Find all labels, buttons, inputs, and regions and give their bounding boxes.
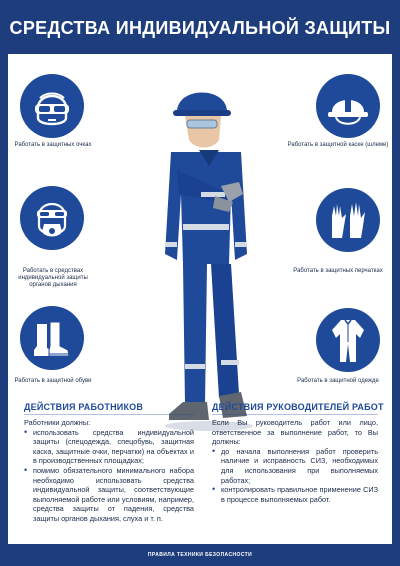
safety-boots-icon xyxy=(20,306,84,370)
content-panel xyxy=(8,54,392,544)
gloves-icon xyxy=(316,188,380,252)
workers-item: • использовать средства индивидуальной защиты (спецодежда, спецобувь, защитная каска, защитные очки, перчатки) на объектах и в производственных площадках; xyxy=(24,428,194,466)
workers-item: • помимо обязательного минимального набора необходимо использовать средства индивидуальной защиты, соответствующие выполняемой работе или условиям, например, средства защиты от падения, средства защиты органов дыхания, слуха и т. п. xyxy=(24,466,194,524)
safety-goggles-icon xyxy=(20,74,84,138)
workers-list xyxy=(24,428,194,524)
workers-text xyxy=(24,418,194,524)
managers-heading: ДЕЙСТВИЯ РУКОВОДИТЕЛЕЙ РАБОТ xyxy=(212,402,384,412)
managers-item: • до начала выполнения работ проверить наличие и исправность СИЗ, необходимых для использования при выполняемых работах; xyxy=(212,447,378,485)
respirator-icon xyxy=(20,186,84,250)
gloves-caption: Работать в защитных перчатках xyxy=(293,268,383,274)
poster-footer: ПРАВИЛА ТЕХНИКИ БЕЗОПАСНОСТИ xyxy=(147,552,253,558)
hard-hat-icon xyxy=(316,74,380,138)
workers-intro: Работники должны: xyxy=(24,418,91,427)
workers-heading: ДЕЙСТВИЯ РАБОТНИКОВ xyxy=(24,402,144,412)
goggles-caption: Работать в защитных очках xyxy=(14,142,92,148)
suit-caption: Работать в защитной одежде xyxy=(297,378,379,384)
managers-item: • контролировать правильное применение СИЗ в процессе выполняемых работ. xyxy=(212,485,378,504)
managers-heading-rule xyxy=(212,414,378,415)
worker-illustration xyxy=(143,74,273,434)
managers-list xyxy=(212,447,378,505)
managers-intro: Если Вы руководитель работ или лицо, ответственное за выполнение работ, то Вы должны: xyxy=(212,418,378,447)
poster-title: СРЕДСТВА ИНДИВИДУАЛЬНОЙ ЗАЩИТЫ xyxy=(9,18,391,38)
protective-suit-icon xyxy=(316,308,380,372)
boots-caption: Работать в защитной обуви xyxy=(14,378,92,384)
helmet-caption: Работать в защитной каске (шлеме) xyxy=(287,142,389,148)
managers-text xyxy=(212,418,378,504)
workers-heading-rule xyxy=(24,414,194,415)
respirator-caption: Работать в средствах индивидуальной защиты органов дыхания xyxy=(18,268,88,288)
